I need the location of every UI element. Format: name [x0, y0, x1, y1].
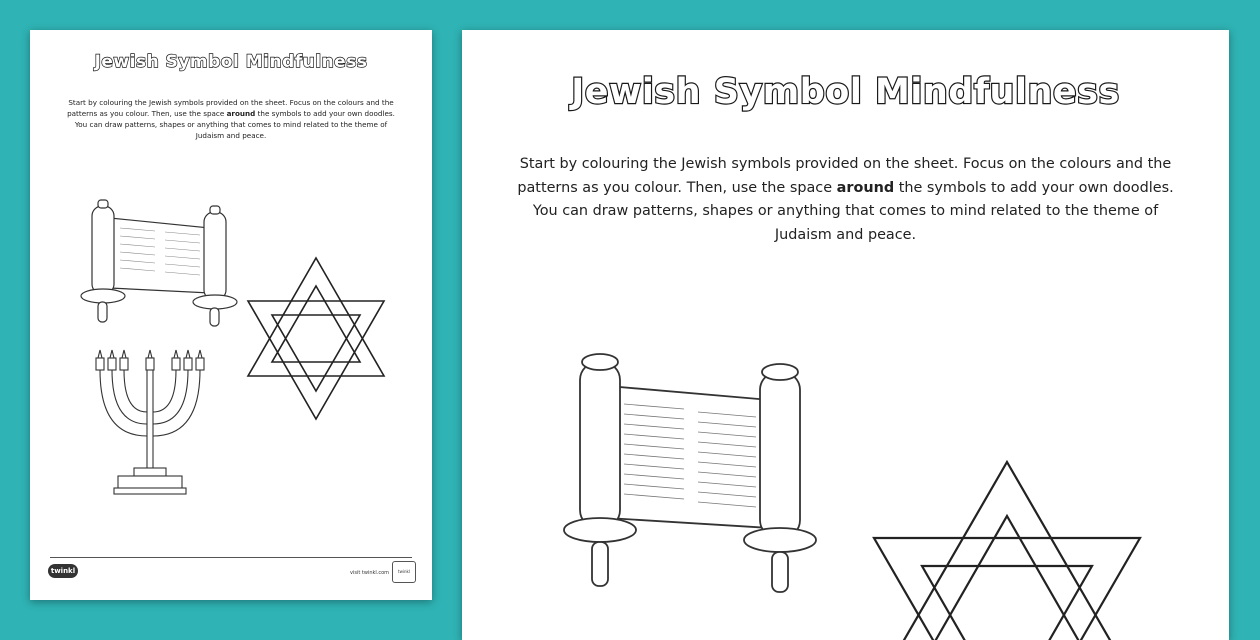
worksheet-title: Jewish Symbol Mindfulness	[571, 72, 1120, 112]
torah-scroll-illustration-large	[548, 350, 838, 595]
intro-text-1: Start by colouring the Jewish symbols provided on the sheet. Focus on the colours and the patterns as you colour. Then, use the space	[517, 156, 1172, 196]
intro-bold-word: around	[836, 179, 895, 196]
thumbnail-intro	[60, 97, 402, 141]
worksheet-intro	[517, 153, 1174, 247]
thumbnail-title: Jewish Symbol Mindfulness	[94, 52, 368, 72]
intro-text-2: the symbols to add your own doodles. You can draw patterns, shapes or anything that comes to mind related to the theme of Judaism and peace.	[74, 109, 395, 140]
menorah-illustration	[90, 348, 210, 496]
intro-text-1: Start by colouring the Jewish symbols provided on the sheet. Focus on the colours and the patterns as you colour. Then, use the space	[67, 98, 394, 118]
star-of-david-illustration	[244, 256, 389, 421]
worksheet-preview	[462, 30, 1229, 640]
intro-bold-word: around	[226, 109, 256, 118]
footer-badge: twinkl	[392, 561, 416, 583]
footer-url: visit twinkl.com	[350, 570, 390, 576]
footer-divider	[50, 557, 412, 558]
torah-scroll-illustration	[70, 198, 250, 328]
worksheet-thumbnail	[30, 30, 432, 600]
intro-text-2: the symbols to add your own doodles. You can draw patterns, shapes or anything that comes to mind related to the theme of Judaism and peace.	[532, 179, 1174, 243]
twinkl-logo: twinkl	[48, 564, 78, 578]
star-of-david-illustration-large	[870, 460, 1145, 640]
